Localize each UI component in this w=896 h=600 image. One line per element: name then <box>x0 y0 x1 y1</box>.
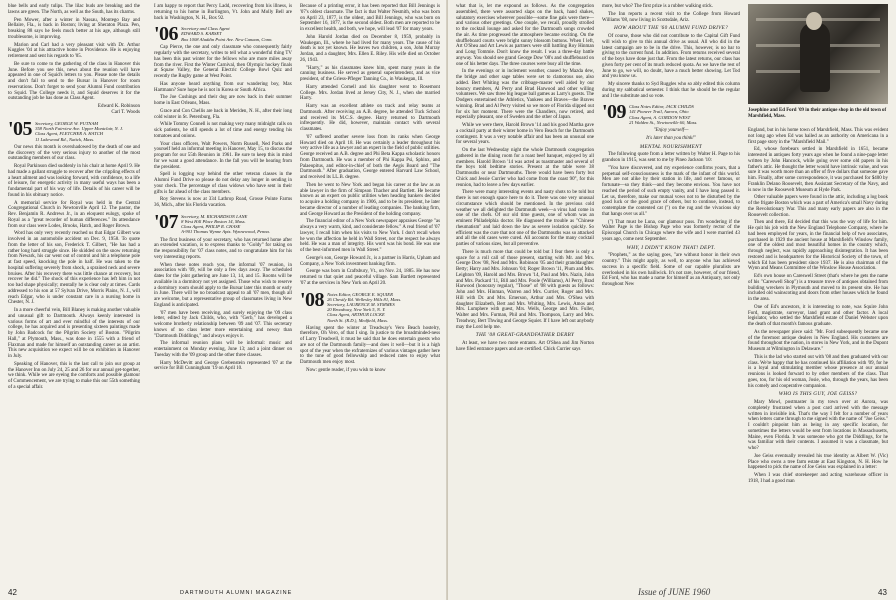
page-number-left: 42 <box>8 588 17 597</box>
left-column-2 <box>154 4 292 374</box>
paragraph: George was born in Craftsbury, Vt., on Nov. 24, 1885. He has now returned to that quiet and peaceful village. Sam Bartlett represented '07 at the services in New York on April 20. <box>300 269 440 286</box>
editor-line: Class Notes Editor, JACK CHILDS <box>629 104 694 110</box>
paragraph: Word has only very recently reached us that Edgar Gilbert was involved in an automobile accident on Dec. 9, 1958. To quote from the letter of his son, Frederick T. Gilbert, "He has had a rather long hard struggle since. He skidded on the snow returning from Newark, his car went out of control and hit a telephone pole at fast speed, knocking the pole in half. He was taken to the hospital suffering severely from shock, a sprained neck and severe bruises. After his recovery there was little chance at recovery, but recover he did." The shock of this experience has left him in not too bad shape physically; mentally he is clear only at times. Cards addressed to his son at 57 Sylvan Drive, Morris Plains, N. J., will reach Edgar, who is under constant care in a nursing home in Chester, N. J. <box>8 231 140 306</box>
agent-address: 11 Lakewood Rd., Natick, Mass. <box>35 136 95 142</box>
secretary-address: 358 North Fairview Ave. Upper Montclair, N. J. <box>35 126 124 132</box>
secretary-line: Secretary, M. RICHARDSON LANE <box>181 213 248 219</box>
paragraph: what that is, let me expound as follows. As the congregation assembled, there were assorted slaps on the back, hand shakes, salutatory exercises wherever possible—some fine gals were there—and various other greetings. One couple, we recall, proudly strolled to the cocktail lounge and asked for the Dartmouth songs crowded the air. As time progressed the atmosphere became exciting. On the shuffleboard courts were bright sunny blossom buttons. When I left, Art O'Shea and Art Lewis as partners were still battling Roy Hinman and Long Tommie. Don't know the result. I was a three-day battle anyway. You should see grand George Dow '08's and shuffleboard on one of his better days. The three courses were busy all the time. <box>456 4 594 67</box>
left-column-1 <box>8 4 140 393</box>
class-officers <box>181 26 272 42</box>
quote-line: "Enjoy yourself— <box>653 128 689 134</box>
paragraph: The following quote from a letter written by Walter H. Page to his grandson in 1915, was sent to me by Pineo Jackson '10: <box>602 152 740 164</box>
paragraph: "Harry," as his classmates knew him, spent many years in the canning business. He served as general superintendent, and as vice president, of the Griess-Pfleger Tanning Co., in Waukegan, Ill. <box>300 65 440 82</box>
paragraph: Then he went to New York and began his career at the law as an able lawyer in the firm of Simpson Thacher and Bartlett. He became known as an expert on public utilities when heading bankers decided to acquire a holding company in 1906, and to be its president, he later became director of a number of leading companies. The banking firm, and George Howard as the President of the holding company. <box>300 182 440 217</box>
secretary-address: 8 West Hill Place Boston 14, Mass. <box>181 218 246 224</box>
class-header-05 <box>8 118 140 142</box>
class-year: '05 <box>8 118 33 140</box>
issue-line: Issue of JUNE 1960 <box>638 587 711 597</box>
class-year: '07 <box>154 210 179 233</box>
paragraph: Harry McDevitt and George Grebenstein represented '07 at the service for Bill Cunningham '19 on April 10. <box>154 360 292 372</box>
paragraph: Has anyone heard anything from our wandering boy, Max Hartmann? Sure hope he is not in Korea or South Africa. <box>154 81 292 93</box>
paragraph: Royal Parkinson died suddenly in his chair at home April 9. He had made a gallant struggle to recover after the crippling effects of a heart ailment and was looking forward, with confidence, to a life of leisure, for energetic activity in many useful ways has been a fundamental part of his way of life. Details of his career will be found in his obituary notice. <box>8 164 140 198</box>
editor-address: 26 Chestly Rd. Wellesley Hills 81, Mass. <box>327 296 402 302</box>
paragraph: "You have discovered, and my experience confirms yours, that a perpetual self-consciousness is the mark of the infant of this world. Men are not alike by their station in life, and never famous, or fortunate—so they think—and they become envious. You have not reached the period of such empty vanity, and I have long passed it. Let us, therefore, make our mutual vows not to be disturbed by the good luck or the good grace of others, but to continue, instead, to contemplate the contented cat (") on the rug and the vivacious sky that hangs over us all." <box>602 165 740 217</box>
paragraph: At least, we have two more entrants. Art O'Shea and Jim Norton have filed entrance papers and are certified. Chick Currier says <box>456 341 594 352</box>
secretary-line: Secretary, LAURENCE M. SYMMES <box>327 301 395 307</box>
paragraph: Your class officers, Walt Powers, Norm Russell, Ned Parks and yourself held an informal meeting in Hanover, May 15, to discuss the program for our 55th Reunion in 1961. Be sure to keep this in mind for we want a good attendance. In the fall you will be hearing from the president. <box>154 141 292 170</box>
paragraph: My sincere thanks to Syd Ruggles who so ably edited this column during my sabbatical semester. I think that he should be the regular and I the substitute and so vote. <box>602 82 740 99</box>
photo-figure <box>800 22 830 92</box>
agent-line: Class Agent, ARTHUR LOCKE <box>327 312 385 318</box>
agent-line: Class Agent, PHILIP R. CHASE <box>181 224 241 230</box>
class-header-08 <box>300 288 440 323</box>
paragraph: Because of a printing error, it has been reported that Bill Jennings is '07's oldest classmate. The fact is that Walter Nesmith, who was born on April 23, 1877, is the oldest, and Bill Jennings, who was born on September 16, 1877, is the second oldest. Both men are reported to be in excellent health, and both, we hope, will lead '07 for many years. <box>300 4 440 32</box>
section-heading: MENTAL NOURISHMENT <box>639 143 703 150</box>
paragraph: The first business of your secretary, who has returned home after an extended vacation, is to express thanks to "Goldy" for taking on the responsibility for '07 class notes, and to congratulate him for his very interesting reports. <box>154 237 292 260</box>
right-page <box>448 0 896 600</box>
section-heading: HOW ABOUT THE '60 ALUMNI FUND DRIVE? <box>614 25 728 32</box>
paragraph: One of Ed's ancestors, it is interesting to note, was Squire John Ford, magistrate, surveyor, land grant and other factor. A local legislator, who settled the Marshfield estate of Daniel Webster upon the death of that month's famous graduate. <box>748 304 888 327</box>
paragraph: This is the lad who started out with '08 and then graduated with our class. We're happy that he has continued his affiliation with '09, for he is a loyal and stimulating member whose presence at our annual reunions is looked forward to by other members of the class. That goes, too, for his old woman, Josie, who, through the years, has been his comely and cooperative companion. <box>748 354 888 389</box>
agent-address: A-901 Thomas Wynne Apts. Wynnewood, Penna. <box>181 229 270 235</box>
paragraph: Spell is logging way behind the other veteran classes in the Alumni Fund Drive so please do not delay any longer in sending in your check. The percentage of class widows who have sent in their gifts is far ahead of the class members. <box>154 172 292 195</box>
class-officers <box>181 214 270 235</box>
section-heading: THE '08 GREAT-GRANDFATHER DERBY <box>475 332 575 339</box>
left-column-3 <box>300 4 440 376</box>
secretary-address: 20 Broadway, New York 5, N. Y. <box>327 307 386 313</box>
page-number-right: 43 <box>878 588 887 597</box>
class-year: '08 <box>300 288 325 311</box>
paragraph: Other valuable papers were found in the attic, including a log book of the frigate Boston which was a part of America's small Navy during the Revolutionary War. This and many early papers are also in the Roosevelt collection. <box>748 195 888 218</box>
paragraph: The Inn reports a recent visit to the College from Howard Williams '08, now living in Scottsdale, Ariz. <box>602 11 740 23</box>
agent-address: North St. (R.D.), Medfield, Mass. <box>327 317 389 323</box>
signature-name: Carl T. Woods <box>111 110 140 115</box>
paragraph: In the evenings or in inclement weather, caused by Mazda dew, the bridge and other sage tables were set to clamorous use, also added. Bert Whiting was the cribbage-master well aided by our bouncy members, Al Perry and Brad Harwood and other willing volunteers. We saw three big league ball games as Larry's guests. The Dodgers entertained the Athletics, Yankees and Braves—the Braves winning. Brad and Al Perry visited so we more of Florida slipped out for six hot moment. There were the Chandlers, now retired, and especially pleasant, one of Sweden and the other of Japan. <box>456 69 594 121</box>
section-heading: WHY, I DIDN'T KNOW THAT! DEPT. <box>626 244 716 251</box>
secretary-line: Secretary, GEORGE W. PUTNAM <box>35 121 99 126</box>
paragraph: '07 suffered another severe loss from its ranks when George Howard died on April 18. He was certainly a leader throughout his very active life as a lawyer and an expert in the field of public utilities. George received an A.B. degree and Phi Beta Kappa scholastic honors from Dartmouth. He was a member of Phi Kappa Psi, Sphinx, and Palaeopitus, and editor-in-chief of both the Aegis Board and "The Dartmouth." After graduation, George entered Harvard Law School, and received its LL.B. degree. <box>300 134 440 180</box>
paragraph: On the last Wednesday night the whole Dartmouth congregation gathered in the dining room for a roast beef banquet, enjoyed by all members. Harold Brown '14 was acted as toastmaster and several of the boys told bedtime stories. Present at the table were 38 Dartmouths or near Dartmouths. There would have been forty but Chick and Jessie Currier who had come from the coast 90°, for this reunion, had to leave a few days earlier. <box>456 148 594 188</box>
paragraph: In a more cheerful vein, Bill Blaney is making another valuable and unusual gift to Dartmouth. Always keenly interested in various forms of art and ever mindful of the interests of our college, he has acquired and is presenting sixteen paintings made by John Badcock for the Pilgrim Society of Boston. "Pilgrim Hall," at Plymouth, Mass., was done in 1555 with a friend of Flaxman and made for himself an outstanding career as an artist. This new acquisition we expect will be on exhibition in Hanover in July. <box>8 308 140 360</box>
class-year: '09 <box>602 101 627 124</box>
paragraph: While Tommy Connell is not making very many midnight calls on sick patients, he still spends a lot of time and energy tending his tomatoes and onions. <box>154 122 292 139</box>
class-officers <box>35 121 123 142</box>
secretary-line: Secretary and Class Agent <box>181 26 230 32</box>
class-officers <box>629 104 697 125</box>
paragraph: Ed, whose forebears settled in Marshfield in 1651, became interested in antiques forty years ago when he found a nine-page letter written by John Hancock, while going over some old papers in his father's attic. He thought the letter would have intrinsic value, and was sure it was worth more than an offer of five dollars that someone gave him. Finally, after some correspondence, it was purchased for $400 by Franklin Delano Roosevelt, then Assistant Secretary of the Navy, and is now in the Roosevelt Museum at Hyde Park. <box>748 147 888 193</box>
class-officers <box>327 292 401 323</box>
quote-line: It's later than you think!" <box>646 135 696 141</box>
paragraph: While we were there, Harold Brown '14 and his good Martha gave a cocktail party at their winter home in Vero Beach for the Dartmouth contingent. It was a very notable affair and has been an unusual one for several years. <box>456 123 594 146</box>
signature-block <box>8 104 140 116</box>
editor-address: 141 Pioneer Trail, Aurora, Ohio <box>629 109 689 115</box>
paragraph: Of course, those who did not contribute to the Capital Gift Fund will wish to give to this annual drive as usual. All who did in the latest campaign are to be in the drive. This, however, is no bar to giving to the current fund. In addition. From returns received several of the boys have done just that. From the latest returns, our class has given forty per cent of its much reduced quota. As we have the rest of June to go, we will, no doubt, have a much better showing. Let Tod and you know us. <box>602 34 740 80</box>
paragraph: Now: gentle reader, if you wish to know <box>306 367 386 373</box>
paragraph: Having spent the winter at Treadway's Vero Beach hostelry, therefore, Oh Vero, of that I sing. In justice to the broadminded-ness of Larry Treadwell, it must be said that he does entertain guests who are not of the Dartmouth family—and does it well—but it is a high spot of the year when the exfraternizes of various vintages gather here to the tune of good fellowship and reduced rates to enjoy what Dartmouth men enjoy most. <box>300 325 440 366</box>
paragraph: Cap Pierce, the one and only classmate who consequently fairly regularly with the secretary, writes to tell what a wonderful thing TV has been this past winter for the fellows who are more miles away from the river. First the Winter Carnival, then Olympic hockey finals at Squaw Valley, the General Electric College Bowl Quiz and recently the Rugby game at West Point. <box>154 45 292 79</box>
section-heading: WHO IS THIS GUY, JOE GEISS? <box>778 391 858 398</box>
secretary-name: EDWARD S. KARSET <box>181 31 222 37</box>
paragraph: There were many interesting events and nasty shots to be told but there is not enough space here to do it. There was one very unusual circumstance which should be mentioned. In the previous cold weather we all delighted the Dartmouth week—a virus had come in one of the chefs. Of our old time guests, one of whom was an eminent Philadelphia doctor. He diagnosed the trouble as "Chinese rheumatism" and laid down the law as severe isolation quickly. So efficient was the cure that not one of the Dartmouths was so attacked and all the old cases were cured. All accounts for the many cocktail parties of various sizes, but all preventive. <box>456 190 594 247</box>
paragraph: As the newspaper piece said: "Mr. Ford subsequently became one of the foremost antique dealers in New England. His customers are found throughout the nation, in stores in New York, and in the Dupont Museum at Wilmington in Delaware." <box>748 329 888 352</box>
paragraph: Mary Mowl, postmaster in my town over at Aurora, was completely frustrated when a post card arrived with the message written in invisible ink. That's the way I felt for a number of years when letters came through to me signed with the name of "Joe Geiss." I couldn't pinpoint him as being in any specific location, for sometimes the letters would be sent from locations in Massachusetts, Maine, even Florida. It was someone who got the Diddlings, for he was familiar with their contents. I assumed it was a classmate, but who? <box>748 400 888 451</box>
paragraph: Speaking of Hanover, this is the last call to join our group at the Hanover Inn on July 24, 25 and 26 for our annual get-together, we think. While we are eyeing the comforts and possible glamour of Commencement, we are trying to make this our 55th something of a special affair. <box>8 361 140 390</box>
class-year: '06 <box>154 23 179 46</box>
paragraph: '07 men have been receiving, and surely enjoying the '09 class letter, edited by Jack Childs, who, with "Gerb," has developed a welcome brotherly relationship between '09 and '07. This secretary knows of no class letter more entertaining and newsy than "Dartmouth Diddlings," and always enjoys it. <box>154 310 292 339</box>
paragraph: Marion and Carl had a very pleasant visit with Dr. Arthur Kuggles '04 at his attractive home in Providence. He is enjoying retirement and sent his regards to '05. <box>8 42 140 59</box>
paragraph: blue bells and early tulips. The lilac buds are breaking and the lawns are green. The North, as well as the South, has its charms. <box>8 4 140 15</box>
signature-name: Edward K. Robinson <box>97 104 140 109</box>
editor-line: Notes Editor, GEORGE E. SQUIER <box>327 291 393 297</box>
paragraph: John Harold Jordan died on December 8, 1959, probably in Waukegan, Ill., where he had lived for many years. The cause of his death is not yet known. He leaves two children, a son, John Murray Jordan, and a daughter, Mrs. Ellen E. Riley. His wife died on October 26, 1943. <box>300 34 440 63</box>
paragraph: The informal reunion plans will be informal: music and entertainment on Monday evening, June 13; and a joint dinner on Tuesday with the '09 group and the other three classes. <box>154 341 292 358</box>
photo-antique-shop <box>748 4 888 104</box>
paragraph: Ed's own house on Careswell Street (that's where he gets the name of his "Careswell Shop") is a treasure trove of antiques obtained from building wreckers in Plymouth and moved to its present site. He has included old wainscoting and doors from other houses which he found in the area. <box>748 274 888 302</box>
paragraph: The Joe Cushings and their dog are now back in their summer home in East Orleans, Mass. <box>154 95 292 106</box>
paragraph: Harry was an excellent athlete on track and relay teams at Dartmouth. After receiving an A.B. degree, he attended Tuck School and received its M.C.S. degree. Harry returned to Dartmouth infrequently. He did, however, maintain contact with several classmates. <box>300 104 440 132</box>
class-header-07 <box>154 210 292 235</box>
paragraph: George's son, George Howard Jr., is a partner in Harris, Upham and Company, a New York investment banking firm. <box>300 255 440 267</box>
paragraph: A memorial service for Royal was held in the Central Congregational Church in Newtonville April 12. The pastor, the Rev. Benjamin R. Andrews Jr., in an eloquent eulogy, spoke of Royal as a "great recorder of human differences." Its attendance from our class were Lodes, Brooks, Hatch, and Roger Brown. <box>8 200 140 229</box>
paragraph: Our news this month is overshadowed by the death of one and the discovery of the very serious injury to another of the most outstanding members of our class. <box>8 144 140 162</box>
paragraph: I am happy to report that Percy Ladd, recovering from his illness, is returning to his home in Burlington, Vt. John and Molly Bell are back in Washington, N. H., Box 92. <box>154 4 292 21</box>
right-column-3 <box>748 128 888 487</box>
class-header-06 <box>154 23 292 46</box>
paragraph: Pen Mower, after a winter in Nassau, Montego Bay and Bellaire, Fla., is back in Boston; living at Sheraton Plaza. Pen, breaking 88 says he feels much better at his age, although still troublesome, is improving. <box>8 17 140 40</box>
paragraph: Roy Stevens is now at 334 Lathrop Road, Grosse Pointe Farms 36, Mich., after his Florida vacation. <box>154 197 292 208</box>
paragraph: The financial editor of a New York newspaper appraises George "as always a very warm, kind, and considerate fellow." A real friend of '07 lawyer, I recall him when his visits to New York. I don't recall when he won the affection he held in Wall Street, nor the respect he always held. He was a man of integrity. His word was his bond. He was one of the best-informed men in Wall Street." <box>300 219 440 253</box>
agent-line: Class Agent, A. GORDON WEST <box>629 114 691 120</box>
right-column-1 <box>456 4 594 355</box>
magazine-name: DARTMOUTH ALUMNI MAGAZINE <box>180 590 293 596</box>
paragraph: When I was chief storekeeper and acting warehouse officer in 1918, I had a good man <box>748 473 888 484</box>
paragraph: Harry attended Cornell and his daughter went to Rosemont College. Mrs. Jordan lived at Jersey City, N. J., when she married Harry. <box>300 84 440 102</box>
paragraph: Then and there, Ed decided that this was the way of life for him. He quit his job with the New England Telephone Company, where he had been employed for years, in the financial help of two associates, purchased in 1929 the ancient house at Marshfield's Winslow family, one of the oldest and most beautiful homes in the country which, through neglect, was rapidly approaching disintegration. It has been restored and is headquarters for the Historical Society of the town, of which Ed has been president since 1937. He is also chairman of the Wynn and Means Committee of the Winslow House Association. <box>748 220 888 272</box>
paragraph: Be sure to come to the gathering of the class in Hanover this June. Before you see this, news about the reunion will have appeared in one of Squid's letters to you. Please note the details and don't fail to send to the Bursar in Hanover for room reservations. Don't forget to send your Alumni Fund contribution to Squid. The College needs it, and Squid deserves it for the outstanding job he has done as Class Agent. <box>8 61 140 102</box>
class-header-09 <box>602 101 740 125</box>
agent-address: 21 Walden St., Newtonville 60, Mass. <box>629 119 698 125</box>
paragraph: Joe Geiss eventually revealed his true identity as Albert W. (Vic) Place who owns a tree farm estate at East Kingston, N. H. How he happened to pick the name of Joe Geiss was explained in a letter: <box>748 453 888 471</box>
paragraph: There is much more that could be told but I fear there is only a space for a roll call of those present, starting with Mr. and Mrs. George Dow '08, Ned and Mrs. Robinson '05 and their granddaughter Betty; Harry and Mrs. Johnson '04; Roger Brown '11, Plum and Mrs. Leighton '09, Harold and Mrs. Brown '14, Paul and Mrs. Nazin, John and Mrs. Packard '11, Bill and Mrs. Poole (Williams), Al Perry, Brad Harwood (honorary regular), "Those" of '08 with guests as follows: John and Mrs. Hinman, Warren and Mrs. Currier, Roger and Mrs. Hill with Dr. and Mrs. Emerson, Arthur and Mrs. O'Shea with daughter Elizabeth, Bert and Mrs. Whiting, Mrs. Lewis, Amos and Mrs. Lumphere with guest, Mrs. Wells, George and Mrs. Fuller, Walter and Mrs. Furman, Phil and Mrs. Thompson, Larry and Mrs. Treadway, Bert Thwing and George Squier. If I have left out anybody may the Lord help me. <box>456 249 594 330</box>
paragraph: "Prophets," as the saying goes, "are without honor in their own country." This might apply, as well, to anyone who has achieved success in a specific field. Some of our capable pluralists are overlooked in his own bailiwick. It's not rare, however, of our friend, Ed Ford, who has made a name for himself as an Antiquary, not only throughout New <box>602 253 740 288</box>
right-column-2 <box>602 4 740 290</box>
paragraph: When these notes reach you, the informal '07 reunion, in association with '09, will be only a few days away. The scheduled dates for the joint gathering are June 13, 14, and 15. Rooms will be available in a dormitory not yet assigned. Those who wish to reserve a dormitory room should apply to the Bursar later this month or early in June. There will be no broadcast appeal to all '07 men, though all are welcome, but a representative group of classmates living in New England is anticipated. <box>154 262 292 308</box>
paragraph: Grace and Con Chellis are back in Meriden, N. H., after their long cold winter in St. Petersburg, Fla. <box>154 108 292 120</box>
paragraph: (") That must be Luna, our glamour puss. I'm wondering if the Walter Page is the Bishop Page who was formerly rector of the Episcopal Church in Chicago where the wife and I were married 43 years ago, come next September. <box>602 219 740 242</box>
photo-figure-head <box>806 12 822 30</box>
photo-caption: Josephine and Ed Ford '09 in their antique shop in the old town of Marshfield, Mass. <box>748 108 887 119</box>
secretary-address: Box 1008 Aladdin Point Ave. New Canaan, Conn. <box>181 36 273 42</box>
paragraph: England, but in his home town of Marshfield, Mass. This was evident not long ago when Ed was hailed as an authority on Americana in a first page story in the "Marshfield Mail." <box>748 128 888 145</box>
agent-line: Class Agent, FLETCHER A. HATCH <box>35 131 104 137</box>
paragraph: more, but who? The first prize is a rubber walking stick. <box>602 4 713 9</box>
